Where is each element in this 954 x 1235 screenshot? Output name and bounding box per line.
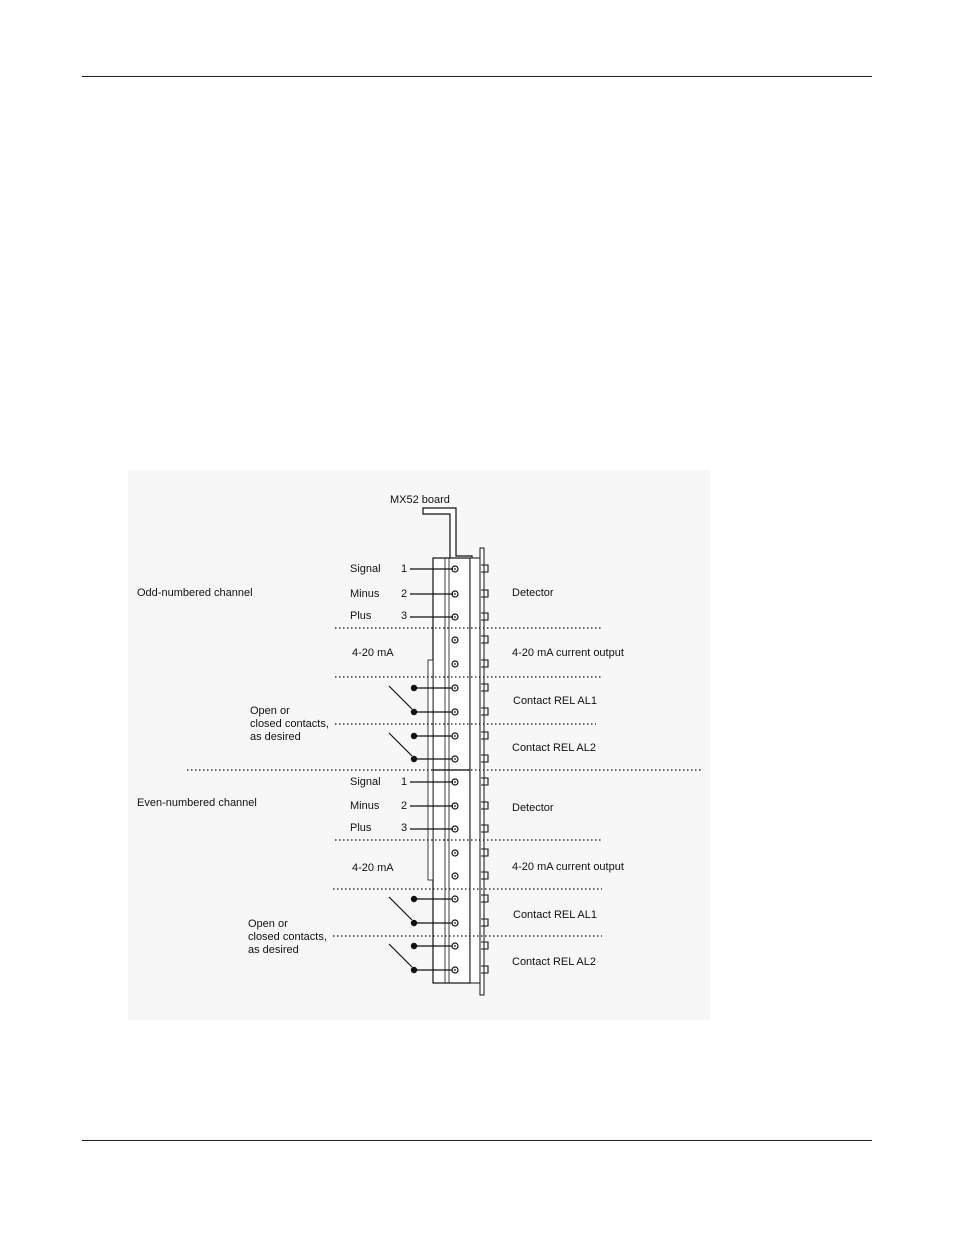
odd-contacts-note-3: as desired [250,731,301,743]
even-rel-al2-label: Contact REL AL2 [512,956,596,968]
odd-contacts-note-1: Open or [250,705,290,717]
mx52-board-bracket [423,508,472,562]
even-signal-label: Signal [350,776,381,788]
even-plus-label: Plus [350,822,372,834]
terminal-screw-center [454,616,456,618]
odd-minus-num: 2 [401,588,408,600]
odd-detector-label: Detector [512,587,554,599]
terminal-screw-center [454,687,456,689]
terminal-screw-center [454,758,456,760]
terminal-screw-center [454,735,456,737]
even-minus-num: 2 [401,800,408,812]
even-contacts-note-1: Open or [248,918,288,930]
odd-signal-num: 1 [401,563,408,575]
odd-channel-label: Odd-numbered channel [137,587,253,599]
even-signal-num: 1 [401,776,408,788]
odd-signal-label: Signal [350,563,381,575]
even-contacts-note-2: closed contacts, [248,931,327,943]
mounting-rail [480,548,484,995]
terminal-screw-center [454,663,456,665]
even-current-label: 4-20 mA [352,862,394,874]
terminal-screw-center [454,593,456,595]
odd-minus-label: Minus [350,588,380,600]
terminal-screw-center [454,969,456,971]
contact-switch-arm [389,686,412,709]
terminal-screw-center [454,945,456,947]
terminal-screw-center [454,805,456,807]
terminal-screw-center [454,828,456,830]
terminal-screw-center [454,781,456,783]
odd-plus-label: Plus [350,610,372,622]
terminal-screw-center [454,711,456,713]
odd-contacts-note-2: closed contacts, [250,718,329,730]
odd-rel-al2-label: Contact REL AL2 [512,742,596,754]
terminal-screw-center [454,852,456,854]
odd-current-output-label: 4-20 mA current output [512,647,624,659]
terminal-screw-center [454,639,456,641]
board-label: MX52 board [390,494,450,506]
even-rel-al1-label: Contact REL AL1 [513,909,597,921]
odd-plus-num: 3 [401,610,408,622]
even-contacts-note-3: as desired [248,944,299,956]
terminal-screw-center [454,922,456,924]
contact-switch-arm [389,733,412,756]
terminal-screw-center [454,875,456,877]
even-current-output-label: 4-20 mA current output [512,861,624,873]
contact-switch-arm [389,897,412,920]
even-detector-label: Detector [512,802,554,814]
terminal-screw-center [454,568,456,570]
even-plus-num: 3 [401,822,408,834]
terminal-screw-center [454,898,456,900]
odd-rel-al1-label: Contact REL AL1 [513,695,597,707]
even-minus-label: Minus [350,800,380,812]
contact-switch-arm [389,944,412,967]
odd-current-label: 4-20 mA [352,647,394,659]
even-channel-label: Even-numbered channel [137,797,257,809]
